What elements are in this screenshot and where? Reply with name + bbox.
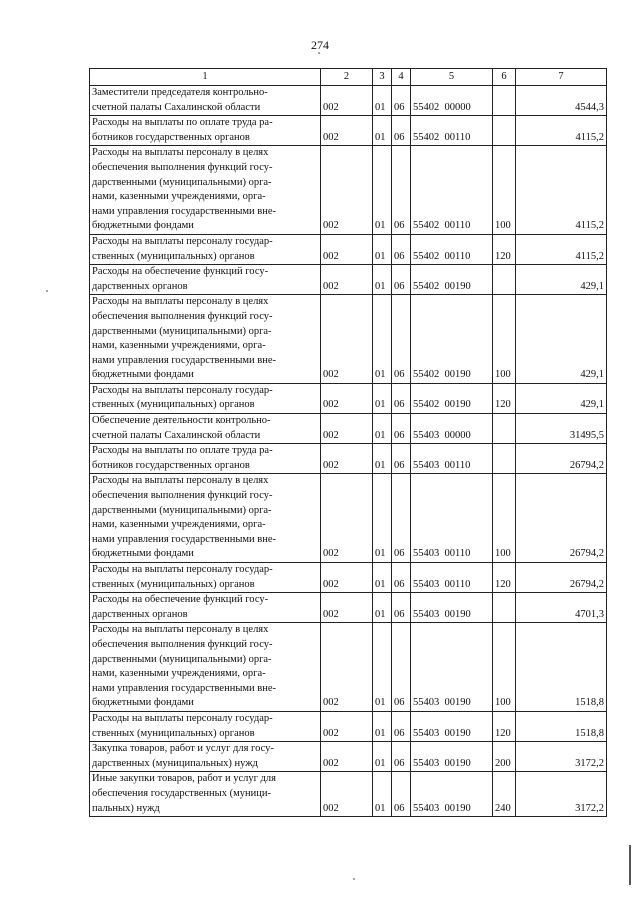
table-row (90, 234, 607, 264)
expense-type-code (493, 86, 516, 116)
ministry-code: 002 (321, 234, 373, 264)
column-header: 7 (516, 69, 607, 86)
table-row (90, 116, 607, 146)
expense-type-code: 120 (493, 383, 516, 413)
description-line: дарственными (муниципальными) орга- (92, 653, 272, 665)
description-line: пальных) нужд (92, 802, 160, 814)
description-line: нами управления государственными вне- (92, 354, 277, 366)
description-line: Расходы на выплаты по оплате труда ра- (92, 117, 273, 129)
target-article-code: 55402 00190 (411, 295, 493, 384)
ministry-code: 002 (321, 265, 373, 295)
row-description (90, 444, 321, 474)
expense-type-code (493, 265, 516, 295)
target-article-code: 55403 00110 (411, 444, 493, 474)
expense-type-code: 200 (493, 742, 516, 772)
amount: 1518,8 (516, 623, 607, 712)
table-row (90, 383, 607, 413)
ministry-code: 002 (321, 711, 373, 741)
target-article-code: 55403 00110 (411, 474, 493, 563)
section-code: 01 (373, 414, 392, 444)
expense-type-code: 100 (493, 295, 516, 384)
description-line: обеспечения государственных (муници- (92, 787, 271, 799)
description-line: нами, казенными учреждениями, орга- (92, 519, 266, 531)
table-row (90, 86, 607, 116)
amount: 3172,2 (516, 772, 607, 817)
section-code: 01 (373, 86, 392, 116)
table-row (90, 623, 607, 712)
ministry-code: 002 (321, 474, 373, 563)
subsection-code: 06 (392, 234, 411, 264)
description-line: Закупка товаров, работ и услуг для госу- (92, 743, 274, 755)
expense-type-code: 120 (493, 234, 516, 264)
section-code: 01 (373, 234, 392, 264)
expense-type-code: 100 (493, 623, 516, 712)
table-row (90, 295, 607, 384)
description-line: Расходы на выплаты персоналу государ- (92, 564, 273, 575)
ministry-code: 002 (321, 742, 373, 772)
description-line: Обеспечение деятельности контрольно- (92, 415, 271, 427)
section-code: 01 (373, 742, 392, 772)
section-code: 01 (373, 474, 392, 563)
table-row (90, 563, 607, 593)
expense-type-code: 100 (493, 146, 516, 235)
description-line: ственных (муниципальных) органов (92, 250, 255, 262)
ministry-code: 002 (321, 146, 373, 235)
subsection-code: 06 (392, 742, 411, 772)
description-line: нами, казенными учреждениями, орга- (92, 340, 266, 352)
subsection-code: 06 (392, 295, 411, 384)
subsection-code: 06 (392, 444, 411, 474)
subsection-code: 06 (392, 86, 411, 116)
expense-type-code: 100 (493, 474, 516, 563)
target-article-code: 55403 00000 (411, 414, 493, 444)
subsection-code: 06 (392, 563, 411, 593)
description-line: Расходы на выплаты персоналу в целях (92, 147, 269, 159)
table-row (90, 265, 607, 295)
description-line: Расходы на обеспечение функций госу- (92, 266, 269, 278)
row-description (90, 742, 321, 772)
description-line: ственных (муниципальных) органов (92, 578, 255, 590)
subsection-code: 06 (392, 414, 411, 444)
section-code: 01 (373, 295, 392, 384)
amount: 4115,2 (516, 116, 607, 146)
ministry-code: 002 (321, 116, 373, 146)
description-line: обеспечения выполнения функций госу- (92, 310, 273, 322)
table-row (90, 593, 607, 623)
expense-type-code: 240 (493, 772, 516, 817)
description-line: Расходы на выплаты персоналу государ- (92, 235, 273, 247)
ministry-code: 002 (321, 593, 373, 623)
section-code: 01 (373, 146, 392, 235)
section-code: 01 (373, 593, 392, 623)
target-article-code: 55403 00190 (411, 742, 493, 772)
amount: 429,1 (516, 265, 607, 295)
column-header: 4 (392, 69, 411, 86)
scan-speck (46, 290, 48, 292)
subsection-code: 06 (392, 623, 411, 712)
ministry-code: 002 (321, 86, 373, 116)
description-line: Расходы на обеспечение функций госу- (92, 594, 269, 606)
row-description (90, 563, 321, 593)
section-code: 01 (373, 772, 392, 817)
section-code: 01 (373, 116, 392, 146)
column-header: 6 (493, 69, 516, 86)
description-line: Расходы на выплаты персоналу государ- (92, 384, 273, 396)
ministry-code: 002 (321, 563, 373, 593)
target-article-code: 55402 00000 (411, 86, 493, 116)
description-line: нами, казенными учреждениями, орга- (92, 668, 266, 680)
subsection-code: 06 (392, 474, 411, 563)
target-article-code: 55403 00190 (411, 711, 493, 741)
table-row (90, 414, 607, 444)
scan-speck (318, 52, 320, 54)
description-line: дарственными (муниципальными) орга- (92, 176, 272, 188)
description-line: дарственных органов (92, 608, 188, 620)
description-line: обеспечения выполнения функций госу- (92, 490, 273, 502)
row-description (90, 593, 321, 623)
expense-type-code (493, 593, 516, 623)
budget-table (89, 68, 607, 817)
description-line: ботников государственных органов (92, 459, 250, 471)
description-line: Расходы на выплаты персоналу в целях (92, 624, 269, 636)
amount: 4701,3 (516, 593, 607, 623)
table-row (90, 474, 607, 563)
description-line: бюджетными фондами (92, 369, 194, 381)
subsection-code: 06 (392, 772, 411, 817)
target-article-code: 55402 00110 (411, 116, 493, 146)
description-line: нами управления государственными вне- (92, 205, 277, 217)
amount: 26794,2 (516, 474, 607, 563)
description-line: бюджетными фондами (92, 548, 194, 560)
subsection-code: 06 (392, 146, 411, 235)
amount: 429,1 (516, 383, 607, 413)
description-line: счетной палаты Сахалинской области (92, 429, 261, 441)
ministry-code: 002 (321, 772, 373, 817)
ministry-code: 002 (321, 383, 373, 413)
amount: 4115,2 (516, 146, 607, 235)
section-code: 01 (373, 444, 392, 474)
amount: 3172,2 (516, 742, 607, 772)
table-row (90, 772, 607, 817)
description-line: ботников государственных органов (92, 131, 250, 143)
amount: 429,1 (516, 295, 607, 384)
table-row (90, 146, 607, 235)
description-line: счетной палаты Сахалинской области (92, 101, 261, 113)
description-line: ственных (муниципальных) органов (92, 399, 255, 411)
expense-type-code (493, 444, 516, 474)
section-code: 01 (373, 563, 392, 593)
row-description (90, 116, 321, 146)
subsection-code: 06 (392, 383, 411, 413)
section-code: 01 (373, 623, 392, 712)
ministry-code: 002 (321, 414, 373, 444)
expense-type-code (493, 116, 516, 146)
table-body (90, 86, 607, 817)
row-description (90, 623, 321, 712)
row-description (90, 414, 321, 444)
column-header: 1 (90, 69, 321, 86)
description-line: нами управления государственными вне- (92, 533, 277, 545)
target-article-code: 55402 00110 (411, 234, 493, 264)
row-description (90, 234, 321, 264)
expense-type-code: 120 (493, 711, 516, 741)
row-description (90, 383, 321, 413)
row-description (90, 474, 321, 563)
description-line: нами управления государственными вне- (92, 682, 277, 694)
row-description (90, 295, 321, 384)
column-header: 5 (411, 69, 493, 86)
ministry-code: 002 (321, 444, 373, 474)
description-line: дарственных органов (92, 280, 188, 292)
ministry-code: 002 (321, 295, 373, 384)
description-line: бюджетными фондами (92, 220, 194, 232)
expense-type-code: 120 (493, 563, 516, 593)
target-article-code: 55403 00190 (411, 772, 493, 817)
row-description (90, 711, 321, 741)
description-line: Расходы на выплаты по оплате труда ра- (92, 445, 273, 457)
amount: 26794,2 (516, 444, 607, 474)
table-row (90, 444, 607, 474)
subsection-code: 06 (392, 116, 411, 146)
subsection-code: 06 (392, 593, 411, 623)
target-article-code: 55402 00190 (411, 265, 493, 295)
description-line: дарственными (муниципальными) орга- (92, 325, 272, 337)
description-line: Расходы на выплаты персоналу государ- (92, 712, 273, 724)
target-article-code: 55402 00110 (411, 146, 493, 235)
row-description (90, 86, 321, 116)
target-article-code: 55403 00190 (411, 593, 493, 623)
ministry-code: 002 (321, 623, 373, 712)
description-line: Иные закупки товаров, работ и услуг для (92, 773, 276, 785)
row-description (90, 772, 321, 817)
amount: 4115,2 (516, 234, 607, 264)
table-row (90, 742, 607, 772)
amount: 26794,2 (516, 563, 607, 593)
description-line: дарственных (муниципальных) нужд (92, 757, 258, 769)
amount: 4544,3 (516, 86, 607, 116)
target-article-code: 55403 00110 (411, 563, 493, 593)
table-row (90, 711, 607, 741)
row-description (90, 146, 321, 235)
description-line: ственных (муниципальных) органов (92, 727, 255, 739)
amount: 31495,5 (516, 414, 607, 444)
description-line: бюджетными фондами (92, 697, 194, 709)
header-row (90, 69, 607, 86)
subsection-code: 06 (392, 265, 411, 295)
description-line: Расходы на выплаты персоналу в целях (92, 475, 269, 487)
description-line: Расходы на выплаты персоналу в целях (92, 296, 269, 308)
target-article-code: 55403 00190 (411, 623, 493, 712)
column-header: 3 (373, 69, 392, 86)
section-code: 01 (373, 265, 392, 295)
column-header: 2 (321, 69, 373, 86)
scan-speck (353, 878, 355, 880)
row-description (90, 265, 321, 295)
description-line: Заместители председателя контрольно- (92, 87, 268, 98)
target-article-code: 55402 00190 (411, 383, 493, 413)
subsection-code: 06 (392, 711, 411, 741)
section-code: 01 (373, 383, 392, 413)
description-line: дарственными (муниципальными) орга- (92, 504, 272, 516)
section-code: 01 (373, 711, 392, 741)
amount: 1518,8 (516, 711, 607, 741)
page-number: 274 (311, 38, 329, 52)
scan-edge-mark (629, 845, 631, 885)
expense-type-code (493, 414, 516, 444)
description-line: обеспечения выполнения функций госу- (92, 638, 273, 650)
description-line: обеспечения выполнения функций госу- (92, 161, 273, 173)
description-line: нами, казенными учреждениями, орга- (92, 191, 266, 203)
